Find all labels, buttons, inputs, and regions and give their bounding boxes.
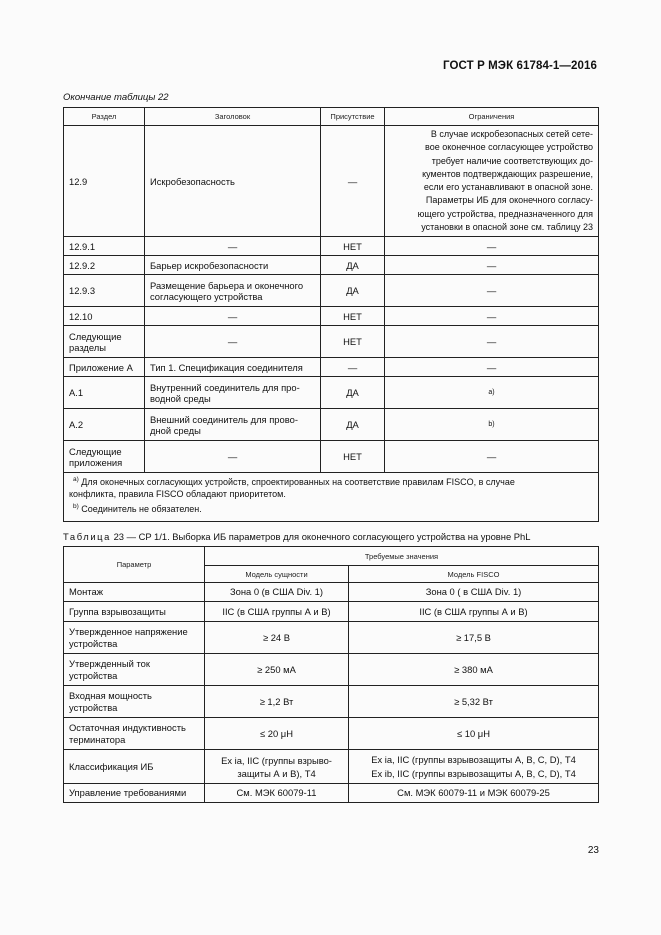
table-23	[63, 546, 599, 803]
col-header-parameter: Параметр	[64, 547, 205, 583]
cell-presence: НЕТ	[321, 237, 385, 256]
cell-entity: ≥ 24 В	[205, 622, 349, 654]
cell-section: 12.9.3	[64, 275, 145, 307]
footnote-b	[69, 503, 593, 515]
cell-presence: ДА	[321, 409, 385, 441]
param-line: терминатора	[69, 733, 126, 745]
col-header-title: Заголовок	[145, 108, 321, 126]
col-header-presence: Присутствие	[321, 108, 385, 126]
param-line: устройства	[69, 701, 118, 713]
cell-entity: IIC (в США группы А и В)	[205, 602, 349, 622]
col-header-section: Раздел	[64, 108, 145, 126]
cell-title: Барьер искробезопасности	[145, 256, 321, 275]
col-header-entity: Модель сущности	[205, 566, 349, 583]
section-line: приложения	[69, 456, 123, 468]
cell-limits: b)	[385, 409, 599, 441]
limit-line: ющего устройства, предназначенного для	[417, 208, 593, 219]
table-row	[64, 750, 599, 784]
cell-limits: —	[385, 237, 599, 256]
cell-limits: —	[385, 275, 599, 307]
table-row	[64, 441, 599, 473]
cell-parameter: Классификация ИБ	[64, 750, 205, 784]
footnote-mark: a)	[73, 476, 79, 484]
limit-line: установки в опасной зоне см. таблицу 23	[421, 222, 593, 233]
param-line: устройства	[69, 669, 118, 681]
table-row	[64, 326, 599, 358]
cell-limits: a)	[385, 377, 599, 409]
footnote-line: Для оконечных согласующих устройств, спроектированных на соответствие правилам FISCO, в случае	[81, 477, 515, 488]
table-footnotes-row	[64, 473, 599, 522]
cell-parameter	[64, 686, 205, 718]
limit-line: если его устанавливают в опасной зоне.	[423, 182, 593, 193]
cell-section	[64, 441, 145, 473]
cell-section: А.1	[64, 377, 145, 409]
param-line: Утвержденное напряжение	[69, 626, 188, 637]
table-row	[64, 256, 599, 275]
cell-parameter: Группа взрывозащиты	[64, 602, 205, 622]
table22-header-row	[64, 108, 599, 126]
table-22	[63, 107, 599, 522]
cell-limits: —	[385, 256, 599, 275]
cell-fisco: IIC (в США группы А и В)	[349, 602, 599, 622]
cell-fisco: ≤ 10 μН	[349, 718, 599, 750]
cell-fisco: Зона 0 ( в США Div. 1)	[349, 583, 599, 602]
footnote-line: Соединитель не обязателен.	[81, 504, 202, 515]
title-line: Внутренний соединитель для про-	[150, 381, 300, 393]
cell-title	[145, 409, 321, 441]
cell-presence: НЕТ	[321, 441, 385, 473]
cell-presence: ДА	[321, 275, 385, 307]
cell-title: —	[145, 326, 321, 358]
limit-line: Параметры ИБ для оконечного согласу-	[425, 195, 593, 206]
cell-title: Искробезопасность	[145, 126, 321, 237]
cell-limits: —	[385, 326, 599, 358]
footnote-a	[69, 476, 593, 500]
cell-parameter	[64, 622, 205, 654]
table-row	[64, 237, 599, 256]
cell-parameter: Управление требованиями	[64, 784, 205, 803]
footnote-mark: b)	[73, 503, 79, 511]
cell-fisco: См. МЭК 60079-11 и МЭК 60079-25	[349, 784, 599, 803]
entity-line: защиты А и В), Т4	[237, 767, 316, 779]
fisco-line: Ex ib, IIC (группы взрывозащиты А, В, С, D), Т4	[371, 767, 576, 779]
cell-presence: —	[321, 358, 385, 377]
cell-entity: См. МЭК 60079-11	[205, 784, 349, 803]
cell-limits	[385, 126, 599, 237]
table-row	[64, 358, 599, 377]
table-row	[64, 718, 599, 750]
table-row	[64, 686, 599, 718]
caption-text: 23 — CP 1/1. Выборка ИБ параметров для оконечного согласующего устройства на уровне PhL	[113, 531, 531, 542]
table-row	[64, 602, 599, 622]
cell-limits: —	[385, 441, 599, 473]
cell-entity	[205, 750, 349, 784]
title-line: водной среды	[150, 392, 211, 404]
cell-title: —	[145, 307, 321, 326]
cell-fisco: ≥ 380 мА	[349, 654, 599, 686]
param-line: Остаточная индуктивность	[69, 722, 186, 733]
param-line: Утвержденный ток	[69, 658, 150, 669]
cell-title: Тип 1. Спецификация соединителя	[145, 358, 321, 377]
page-number: 23	[587, 845, 599, 856]
cell-section: 12.9	[64, 126, 145, 237]
entity-line: Ex ia, IIC (группы взрыво-	[221, 754, 332, 766]
cell-fisco: ≥ 17,5 В	[349, 622, 599, 654]
fisco-line: Ex ia, IIC (группы взрывозащиты А, В, С, D), Т4	[371, 753, 576, 765]
param-line: Входная мощность	[69, 690, 152, 701]
table22-caption: Окончание таблицы 22	[63, 92, 169, 103]
table-row	[64, 307, 599, 326]
section-line: разделы	[69, 341, 106, 353]
cell-section: А.2	[64, 409, 145, 441]
cell-title: —	[145, 237, 321, 256]
cell-presence: ДА	[321, 256, 385, 275]
cell-section	[64, 326, 145, 358]
cell-section: 12.10	[64, 307, 145, 326]
cell-presence: —	[321, 126, 385, 237]
table-row	[64, 275, 599, 307]
limit-line: вое оконечное согласующее устройство	[425, 142, 593, 153]
cell-limits: —	[385, 307, 599, 326]
cell-entity: ≥ 250 мА	[205, 654, 349, 686]
cell-title	[145, 275, 321, 307]
table23-header-row	[64, 547, 599, 566]
table23-caption	[63, 531, 530, 542]
cell-parameter	[64, 718, 205, 750]
cell-entity: ≥ 1,2 Вт	[205, 686, 349, 718]
cell-parameter	[64, 654, 205, 686]
table-row	[64, 126, 599, 237]
cell-title	[145, 377, 321, 409]
title-line: Размещение барьера и оконечного	[150, 279, 304, 291]
cell-presence: НЕТ	[321, 307, 385, 326]
section-line: Следующие	[69, 330, 122, 342]
title-line: Внешний соединитель для прово-	[150, 413, 298, 425]
table-row	[64, 654, 599, 686]
footnote-line: конфликта, правила FISCO обладают приоритетом.	[69, 489, 286, 500]
col-header-limits: Ограничения	[385, 108, 599, 126]
limit-line: кументов подтверждающих разрешение,	[422, 168, 593, 179]
limit-line: В случае искробезопасных сетей сете-	[430, 129, 593, 139]
document-header: ГОСТ Р МЭК 61784-1—2016	[443, 60, 597, 72]
cell-section: Приложение А	[64, 358, 145, 377]
limit-line: требует наличие соответствующих до-	[431, 155, 593, 166]
table-row	[64, 409, 599, 441]
cell-presence: ДА	[321, 377, 385, 409]
table-row	[64, 784, 599, 803]
section-line: Следующие	[69, 445, 122, 457]
col-header-fisco: Модель FISCO	[349, 566, 599, 583]
cell-entity: Зона 0 (в США Div. 1)	[205, 583, 349, 602]
cell-title: —	[145, 441, 321, 473]
table-row	[64, 622, 599, 654]
cell-limits: —	[385, 358, 599, 377]
cell-section: 12.9.2	[64, 256, 145, 275]
col-header-required: Требуемые значения	[205, 547, 599, 566]
footnotes-cell	[64, 473, 599, 522]
cell-parameter: Монтаж	[64, 583, 205, 602]
cell-fisco	[349, 750, 599, 784]
cell-presence: НЕТ	[321, 326, 385, 358]
cell-section: 12.9.1	[64, 237, 145, 256]
param-line: устройства	[69, 637, 118, 649]
table-row	[64, 377, 599, 409]
title-line: согласующего устройства	[150, 290, 263, 302]
table-row	[64, 583, 599, 602]
cell-entity: ≤ 20 μН	[205, 718, 349, 750]
cell-fisco: ≥ 5,32 Вт	[349, 686, 599, 718]
title-line: дной среды	[150, 424, 201, 436]
caption-prefix: Таблица	[63, 531, 111, 542]
